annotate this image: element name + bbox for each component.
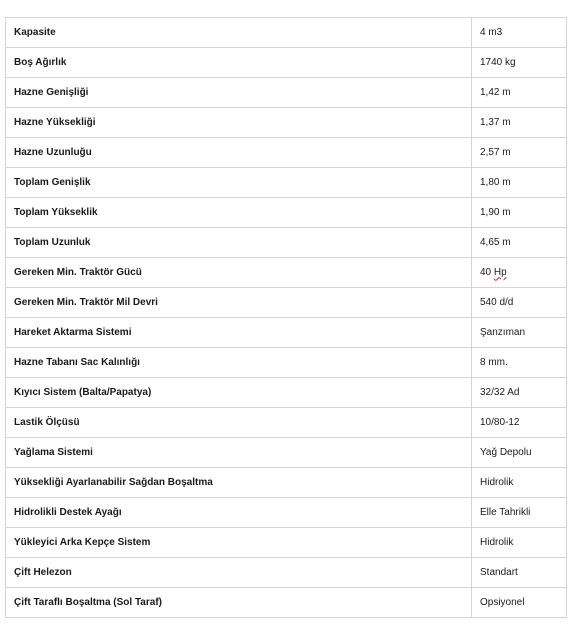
- spec-value: Opsiyonel: [472, 588, 567, 618]
- table-row: [6, 498, 567, 528]
- spec-table: [5, 17, 567, 618]
- spec-label: Hazne Uzunluğu: [6, 138, 472, 168]
- table-row: [6, 108, 567, 138]
- spec-value: 32/32 Ad: [472, 378, 567, 408]
- spec-label: Hareket Aktarma Sistemi: [6, 318, 472, 348]
- spec-label: Kapasite: [6, 18, 472, 48]
- spec-value: 2,57 m: [472, 138, 567, 168]
- spec-label: Çift Taraflı Boşaltma (Sol Taraf): [6, 588, 472, 618]
- spec-value: 4 m3: [472, 18, 567, 48]
- spec-value: 1740 kg: [472, 48, 567, 78]
- spec-label: Hazne Genişliği: [6, 78, 472, 108]
- spec-label: Yükleyici Arka Kepçe Sistem: [6, 528, 472, 558]
- spec-label: Hidrolikli Destek Ayağı: [6, 498, 472, 528]
- spec-value-number: 40: [480, 266, 492, 278]
- spec-value-unit: Hp: [493, 266, 507, 278]
- spec-value: Hidrolik: [472, 468, 567, 498]
- spec-value: Yağ Depolu: [472, 438, 567, 468]
- table-row: [6, 78, 567, 108]
- table-row: [6, 198, 567, 228]
- spec-label: Hazne Yüksekliği: [6, 108, 472, 138]
- spec-label: Toplam Uzunluk: [6, 228, 472, 258]
- spec-label: Toplam Genişlik: [6, 168, 472, 198]
- table-row: [6, 228, 567, 258]
- spec-label: Yağlama Sistemi: [6, 438, 472, 468]
- table-row: [6, 258, 567, 288]
- table-row: [6, 18, 567, 48]
- spec-value: Şanzıman: [472, 318, 567, 348]
- table-row: [6, 378, 567, 408]
- spec-label: Lastik Ölçüsü: [6, 408, 472, 438]
- spec-label: Boş Ağırlık: [6, 48, 472, 78]
- spec-label: Gereken Min. Traktör Mil Devri: [6, 288, 472, 318]
- spec-value: Standart: [472, 558, 567, 588]
- table-row: [6, 288, 567, 318]
- table-row: [6, 348, 567, 378]
- table-row: [6, 318, 567, 348]
- table-row: [6, 588, 567, 618]
- spec-value: [472, 258, 567, 288]
- table-row: [6, 168, 567, 198]
- spec-value: 10/80-12: [472, 408, 567, 438]
- spec-label: Çift Helezon: [6, 558, 472, 588]
- spec-label: Toplam Yükseklik: [6, 198, 472, 228]
- table-row: [6, 558, 567, 588]
- spec-value: 4,65 m: [472, 228, 567, 258]
- spec-label: Hazne Tabanı Sac Kalınlığı: [6, 348, 472, 378]
- spec-value: 1,42 m: [472, 78, 567, 108]
- spec-value: 1,90 m: [472, 198, 567, 228]
- spec-value: 1,37 m: [472, 108, 567, 138]
- spec-value: 540 d/d: [472, 288, 567, 318]
- table-row: [6, 438, 567, 468]
- spec-value: Elle Tahrikli: [472, 498, 567, 528]
- table-row: [6, 528, 567, 558]
- spec-value: Hidrolik: [472, 528, 567, 558]
- spec-label: Kıyıcı Sistem (Balta/Papatya): [6, 378, 472, 408]
- spec-value: 1,80 m: [472, 168, 567, 198]
- table-row: [6, 48, 567, 78]
- table-row: [6, 408, 567, 438]
- spec-label: Yüksekliği Ayarlanabilir Sağdan Boşaltma: [6, 468, 472, 498]
- spec-value: 8 mm.: [472, 348, 567, 378]
- table-row: [6, 468, 567, 498]
- table-row: [6, 138, 567, 168]
- spec-label: Gereken Min. Traktör Gücü: [6, 258, 472, 288]
